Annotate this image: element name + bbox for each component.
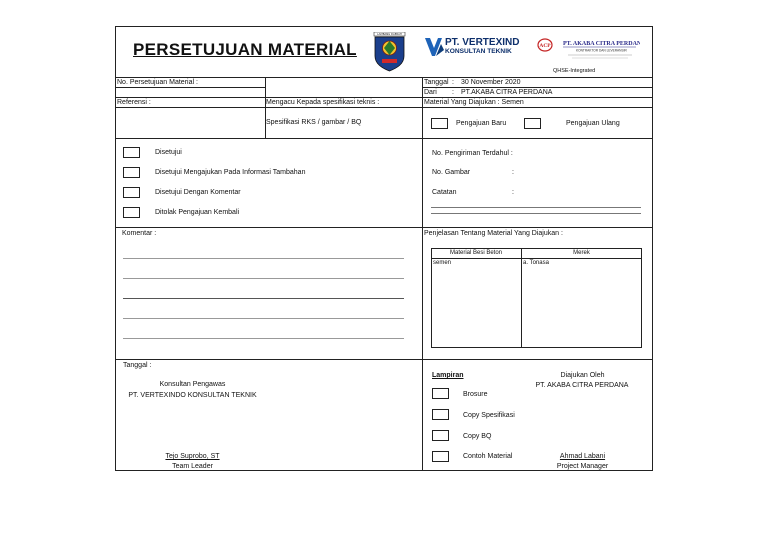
svg-text:ACP: ACP bbox=[539, 43, 551, 49]
footer-tanggal-label: Tanggal : bbox=[123, 362, 152, 369]
status-checkbox-komentar[interactable] bbox=[123, 187, 140, 198]
status-checkbox-disetujui[interactable] bbox=[123, 147, 140, 158]
consultant-signer-name: Tejo Suprobo, ST bbox=[165, 453, 220, 460]
catatan-separator: : bbox=[512, 189, 514, 196]
submitter-company: PT. AKABA CITRA PERDANA bbox=[535, 382, 629, 389]
tanggal-label: Tanggal bbox=[424, 79, 449, 86]
spesifikasi-label: Spesifikasi RKS / gambar / BQ bbox=[266, 119, 362, 126]
pengajuan-baru-checkbox[interactable] bbox=[431, 118, 448, 129]
svg-text:KONTRAKTOR DAN LEVERANSIR: KONTRAKTOR DAN LEVERANSIR bbox=[576, 48, 627, 53]
lampiran-item: Copy BQ bbox=[463, 433, 492, 440]
no-gambar-separator: : bbox=[512, 169, 514, 176]
consultant-role: Konsultan Pengawas bbox=[159, 381, 226, 388]
catatan-label: Catatan bbox=[432, 189, 457, 196]
status-label: Disetujui Mengajukan Pada Informasi Tambahan bbox=[155, 169, 306, 176]
lampiran-item: Contoh Material bbox=[463, 453, 513, 460]
svg-text:LAMBANG DAERAH: LAMBANG DAERAH bbox=[377, 33, 402, 37]
consultant-signer-title: Team Leader bbox=[172, 463, 213, 470]
mengacu-label: Mengacu Kepada spesifikasi teknis : bbox=[266, 99, 380, 106]
regional-emblem bbox=[373, 32, 406, 72]
consultant-company: PT. VERTEXINDO KONSULTAN TEKNIK bbox=[128, 392, 257, 399]
no-gambar-label: No. Gambar bbox=[432, 169, 471, 176]
dari-value: PT.AKABA CITRA PERDANA bbox=[461, 89, 553, 96]
status-checkbox-ditolak[interactable] bbox=[123, 207, 140, 218]
tanggal-value: 30 November 2020 bbox=[461, 79, 521, 86]
page-title: PERSETUJUAN MATERIAL bbox=[133, 40, 357, 59]
lampiran-checkbox-spesifikasi[interactable] bbox=[432, 409, 449, 420]
svg-text:PT. VERTEXINDO: PT. VERTEXINDO bbox=[445, 37, 520, 48]
komentar-line[interactable] bbox=[123, 278, 404, 279]
pengajuan-ulang-checkbox[interactable] bbox=[524, 118, 541, 129]
material-diajukan: Material Yang Diajukan : Semen bbox=[424, 99, 524, 106]
qhse-label: QHSE-Integrated bbox=[553, 68, 596, 74]
status-checkbox-info-tambahan[interactable] bbox=[123, 167, 140, 178]
table-cell: semen bbox=[433, 260, 452, 266]
komentar-line[interactable] bbox=[123, 298, 404, 299]
lampiran-checkbox-brosure[interactable] bbox=[432, 388, 449, 399]
vertexindo-logo bbox=[424, 34, 520, 60]
komentar-line[interactable] bbox=[123, 338, 404, 339]
pengajuan-ulang-label: Pengajuan Ulang bbox=[566, 120, 620, 127]
no-persetujuan-label: No. Persetujuan Material : bbox=[117, 79, 198, 86]
dari-label: Dari bbox=[424, 89, 437, 96]
komentar-line[interactable] bbox=[123, 258, 404, 259]
status-label: Disetujui Dengan Komentar bbox=[155, 189, 241, 196]
diajukan-oleh-label: Diajukan Oleh bbox=[560, 372, 605, 379]
komentar-line[interactable] bbox=[123, 318, 404, 319]
lampiran-item: Brosure bbox=[463, 391, 488, 398]
lampiran-checkbox-contoh[interactable] bbox=[432, 451, 449, 462]
komentar-label: Komentar : bbox=[122, 230, 157, 237]
lampiran-label: Lampiran bbox=[432, 372, 464, 379]
penjelasan-label: Penjelasan Tentang Material Yang Diajukan : bbox=[424, 230, 563, 237]
dari-separator: : bbox=[452, 89, 454, 96]
tanggal-separator: : bbox=[452, 79, 454, 86]
status-label: Disetujui bbox=[155, 149, 182, 156]
lampiran-item: Copy Spesifikasi bbox=[463, 412, 515, 419]
table-header: Material Besi Beton bbox=[449, 250, 503, 256]
pengajuan-baru-label: Pengajuan Baru bbox=[456, 120, 507, 127]
svg-text:KONSULTAN TEKNIK: KONSULTAN TEKNIK bbox=[445, 48, 512, 55]
table-cell: a. Tonasa bbox=[523, 260, 549, 266]
status-label: Ditolak Pengajuan Kembali bbox=[155, 209, 240, 216]
no-pengiriman-label: No. Pengiriman Terdahul : bbox=[432, 150, 513, 157]
akaba-logo bbox=[536, 36, 640, 62]
submitter-signer-name: Ahmad Labani bbox=[559, 453, 606, 460]
submitter-signer-title: Project Manager bbox=[556, 463, 609, 470]
referensi-label: Referensi : bbox=[117, 99, 151, 106]
svg-text:PT. AKABA CITRA PERDANA: PT. AKABA CITRA PERDANA bbox=[563, 41, 640, 47]
table-header: Merek bbox=[573, 250, 590, 256]
lampiran-checkbox-bq[interactable] bbox=[432, 430, 449, 441]
